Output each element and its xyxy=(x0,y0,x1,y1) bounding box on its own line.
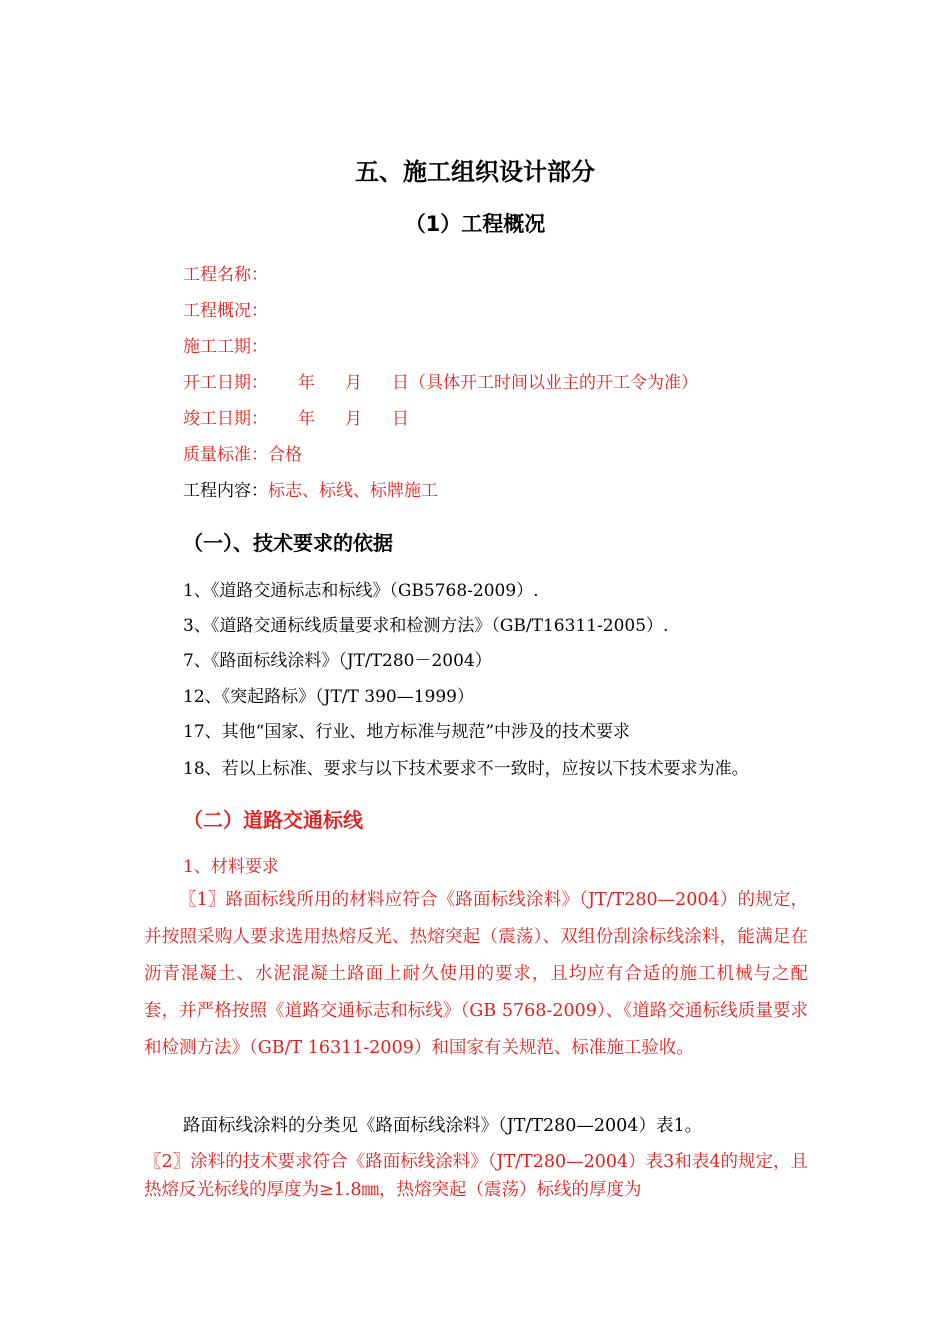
content-row xyxy=(183,480,438,502)
end-year: 年 xyxy=(298,409,315,429)
standard-item: 12、《突起路标》（JT/T 390—1999） xyxy=(183,687,474,707)
coating-classification-note xyxy=(183,1115,702,1137)
material-paragraph-1: 〖1〗路面标线所用的材料应符合《路面标线涂料》（JT/T280—2004）的规定，并按照采购人要求选用热熔反光、热熔突起（震荡）、双组份刮涂标线涂料，能满足在沥青混凝土、水泥混凝土路面上耐久使用的要求，且均应有合适的施工机械与之配套，并严格按照《道路交通标志和标线》（GB 5768-2009）、《道路交通标线质量要求和检测方法》（GB/T 16311-2009）和国家有关规范、标准施工验收。 xyxy=(144,890,808,1058)
start-year: 年 xyxy=(298,373,315,393)
project-overview-label: 工程概况： xyxy=(183,301,268,321)
end-date-label: 竣工日期： xyxy=(183,409,268,429)
construction-period-label: 施工工期： xyxy=(183,337,268,357)
coating-classification-text: 路面标线涂料的分类见《路面标线涂料》（JT/T280—2004）表1。 xyxy=(183,1116,703,1136)
section2-heading: （二）道路交通标线 xyxy=(183,808,363,832)
standard-item: 3、《道路交通标线质量要求和检测方法》（GB/T16311-2005）. xyxy=(183,616,669,636)
standard-item: 1、《道路交通标志和标线》（GB5768-2009）. xyxy=(183,581,539,601)
quality-label: 质量标准： xyxy=(183,445,268,465)
standard-item: 7、《路面标线涂料》（JT/T280－2004） xyxy=(183,651,492,671)
quality-value: 合格 xyxy=(268,445,302,465)
document-title: 五、施工组织设计部分 xyxy=(355,158,595,186)
section-subtitle: （1）工程概况 xyxy=(404,212,546,236)
section1-heading: （一）、技术要求的依据 xyxy=(183,531,393,555)
end-month: 月 xyxy=(345,409,362,429)
start-month: 月 xyxy=(345,373,362,393)
quality-row xyxy=(183,444,302,466)
content-label: 工程内容： xyxy=(183,481,268,501)
standard-item: 18、若以上标准、要求与以下技术要求不一致时，应按以下技术要求为准。 xyxy=(183,759,749,779)
content-value: 标志、标线、标牌施工 xyxy=(268,481,438,501)
start-day-note: 日（具体开工时间以业主的开工令为准） xyxy=(392,373,698,393)
end-day: 日 xyxy=(392,409,409,429)
start-date-row xyxy=(183,372,698,394)
material-paragraph-2: 〖2〗涂料的技术要求符合《路面标线涂料》（JT/T280—2004）表3和表4的规定，且热熔反光标线的厚度为≥1.8㎜，热熔突起（震荡）标线的厚度为 xyxy=(144,1152,808,1200)
end-date-row xyxy=(183,408,409,430)
project-name-label: 工程名称： xyxy=(183,265,268,285)
material-requirements-heading: 1、材料要求 xyxy=(183,857,279,877)
standard-item: 17、其他“国家、行业、地方标准与规范”中涉及的技术要求 xyxy=(183,722,631,742)
start-date-label: 开工日期： xyxy=(183,373,268,393)
